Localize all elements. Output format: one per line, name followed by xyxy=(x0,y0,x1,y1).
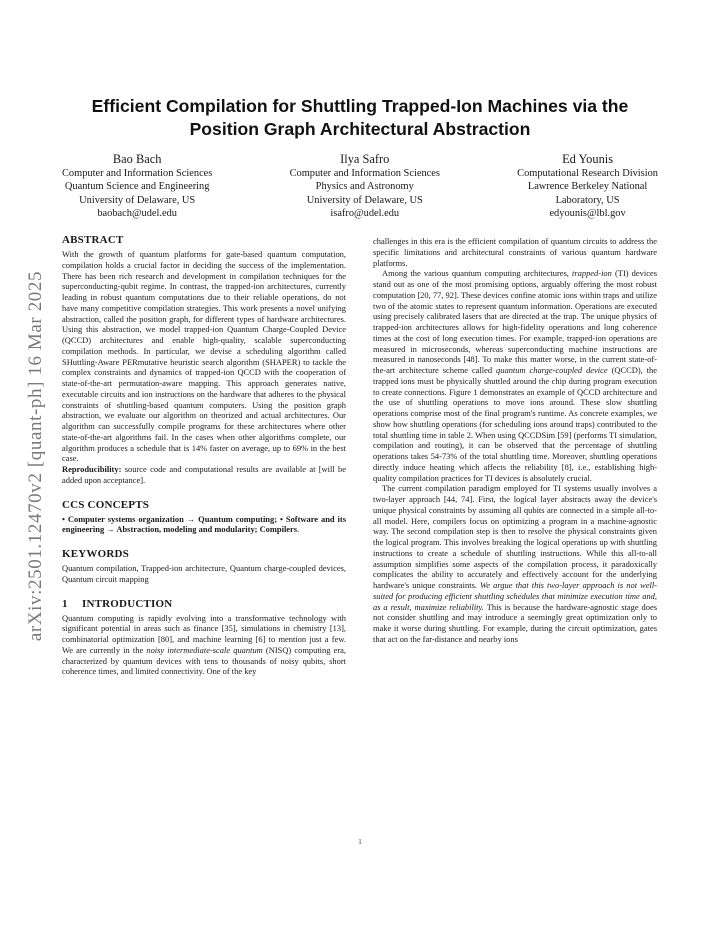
trapped-ion-paragraph xyxy=(373,268,657,483)
right-column xyxy=(373,236,657,645)
introduction-paragraph-1 xyxy=(62,613,346,678)
author-affiliation-line: Quantum Science and Engineering xyxy=(64,181,210,193)
keywords-heading: KEYWORDS xyxy=(62,548,129,560)
abstract-heading: ABSTRACT xyxy=(62,234,124,246)
author-affiliation-line: Computer and Information Sciences xyxy=(62,168,213,179)
reproducibility-label: Reproducibility: xyxy=(62,464,122,474)
author-affiliation-line: Lawrence Berkeley National xyxy=(527,181,648,193)
title-line-1: Efficient Compilation for Shuttling Trapped-Ion Machines via the xyxy=(91,96,629,116)
author-name: Ilya Safro xyxy=(340,152,390,166)
abstract-body: With the growth of quantum platforms for gate-based quantum computation, compilation holds a crucial factor in deciding the success of the implementation. There has been rich research and development in compilation techniques for the superconducting-qubit regime. In contrast, the trapped-ion architectures, currently leading in robust quantum computations due to their reliable operations, do not have many competitive compilation strategies. This work presents a novel unifying abstraction, called the position graph, for different types of hardware architectures. Using this abstraction, we model trapped-ion Quantum Charge-Coupled Device (QCCD) architectures and enable high-quality, scalable superconducting compilation methods. In particular, we devise a scheduling algorithm called SHuttling-Aware PERmutative heuristic search algorithm (SHAPER) to tackle the complex constraints and dynamics of trapped-ion QCCD with the cooperation of state-of-the-art permutation-aware mapping. This approach generates native, executable circuits and ion instructions on the hardware that adheres to the physical constraints of shuttling-based quantum computers. Using the position graph abstraction, we evaluate our algorithm on theorized and actual architectures. Our algorithm can successfully compile programs for these architectures where other state-of-the-art algorithms fail. In the cases when other algorithms complete, our algorithm produces a schedule that is 14% faster on average, up to 69% in the best case. xyxy=(62,249,346,464)
ccs-heading: CCS CONCEPTS xyxy=(62,498,150,511)
paragraph-emphasis: trapped-ion xyxy=(572,268,612,279)
intro-emphasis: noisy intermediate-scale quantum xyxy=(146,644,263,655)
author-name: Bao Bach xyxy=(112,152,162,166)
author-email: baobach@udel.edu xyxy=(97,207,178,219)
author-affiliation-line: University of Delaware, US xyxy=(79,194,196,206)
author-name: Ed Younis xyxy=(562,152,614,166)
author-affiliation-line: Computational Research Division xyxy=(517,168,658,179)
author-affiliation-line: Laboratory, US xyxy=(555,194,620,206)
title-line-2: Position Graph Architectural Abstraction xyxy=(189,119,531,139)
reproducibility-text: source code and computational results are available at [will be added upon acceptance]. xyxy=(62,464,346,485)
intro-text: (NISQ) computing era, characterized by quantum devices with tens to thousands of noisy qubits, short coherence times, and limited connectivity. One of the key xyxy=(62,644,347,677)
author-email: isafro@udel.edu xyxy=(330,207,400,219)
paragraph-text: Among the various quantum computing architectures, xyxy=(382,268,573,279)
author-affiliation-line: University of Delaware, US xyxy=(306,194,423,206)
paragraph-text: This is because the hardware-agnostic stage does not consider shuttling and may introduce a seemingly great optimization only to make it worse during shuttling. For example, during the circuit optimization, gates that act on the far-distance and nearby ions xyxy=(373,601,657,644)
paragraph-text: (QCCD), the trapped ions must be physically shuttled around the chip during program execution to create connections. Figure 1 demonstrates an example of QCCD architecture and the use of shuttling operations to move ions around. These slow shuttling operations comprise most of the final program's runtime. As concrete examples, we show how shuttling operations (for scheduling ions around traps) contributed to the total shuttling time in table 2. When using QCCDSim [59] (performs TI simulation, compilation and routing), it can be observed that the percentage of shuttling operations takes 54-73% of the total shuttling time. Moreover, shuttling operations directly induce heating which affects the reliability [8], i.e., establishing high-quality compilation practices for TI devices is absolutely crucial. xyxy=(373,365,657,483)
reproducibility-note xyxy=(62,464,346,486)
ccs-concepts-bold: • Computer systems organization → Quantum computing; • Software and its engineering → Abstraction, modeling and modularity; Compilers xyxy=(62,513,346,535)
paragraph-text: The current compilation paradigm employed for TI systems usually involves a two-layer approach [44, 74]. First, the logical layer abstracts away the device's unique physical constraints by assuming all qubits are connected in a simple all-to-all model. Here, compilers focus on optimizing a program in a machine-agnostic way. The second compilation step is then to resolve the physical constraints given the logical program. This involves breaking the logical operations up with shuttling instructions to create a schedule of shuttling instructions. While this all-to-all assumption simplifies some aspects of the compilation process, it paradoxically complicates the ability to accurately and effectively account for the underlying hardware's unique constraints. xyxy=(373,483,657,590)
ccs-concepts xyxy=(62,514,346,536)
arxiv-id-text: arXiv:2501.12470v2 [quant-ph] 16 Mar 2025 xyxy=(25,270,46,642)
paragraph-emphasis: We argue that this two-layer approach is not well-suited for producing efficient shuttling schedules that minimize execution time and, as a result, maximize reliability. xyxy=(373,580,657,612)
compilation-paradigm-paragraph xyxy=(373,483,657,644)
author-affiliation-line: Physics and Astronomy xyxy=(315,181,414,193)
author-1 xyxy=(62,151,212,220)
ccs-concepts-end: . xyxy=(297,524,300,535)
keywords-text: Quantum compilation, Trapped-ion architecture, Quantum charge-coupled devices, Quantum circuit mapping xyxy=(62,563,346,584)
section-number: 1 xyxy=(62,597,68,610)
author-affiliation-line: Computer and Information Sciences xyxy=(289,168,440,179)
intro-continued-paragraph: challenges in this era is the efficient compilation of quantum circuits to address the specific limitations and architectural constraints of various quantum hardware platforms. xyxy=(373,236,657,268)
author-3 xyxy=(517,151,658,220)
paper-title xyxy=(40,95,680,141)
intro-text: Quantum computing is rapidly evolving into a transformative technology with significant potential in areas such as finance [35], simulations in chemistry [13], combinatorial optimization [80], and machine learning [6] to mention just a few. We are currently in the xyxy=(62,612,346,655)
section-title: INTRODUCTION xyxy=(82,597,173,610)
arxiv-identifier-stamp xyxy=(16,236,56,676)
paragraph-emphasis: quantum charge-coupled device xyxy=(496,365,608,375)
author-email: edyounis@lbl.gov xyxy=(549,207,626,219)
paragraph-text: (TI) devices stand out as one of the most promising options, arguably offering the most robust computation [20, 77, 92]. These devices confine atomic ions within traps and utilize two of the atomic states to represent quantum information. Operations are executed using precisely calibrated lasers that are directed at the trap. The unique physics of trapped-ion architectures allows for high-fidelity operations and long coherence times at the cost of long execution times. For example, trapped-ion operations are measured in microseconds, whereas superconducting machine instructions are measured in nanoseconds [48]. To make this matter worse, in the current state-of-the-art architecture scheme called xyxy=(373,268,657,375)
author-block xyxy=(62,151,658,220)
introduction-heading xyxy=(62,597,346,611)
page-number: 1 xyxy=(358,838,362,846)
left-column xyxy=(62,233,346,677)
author-2 xyxy=(290,151,440,220)
